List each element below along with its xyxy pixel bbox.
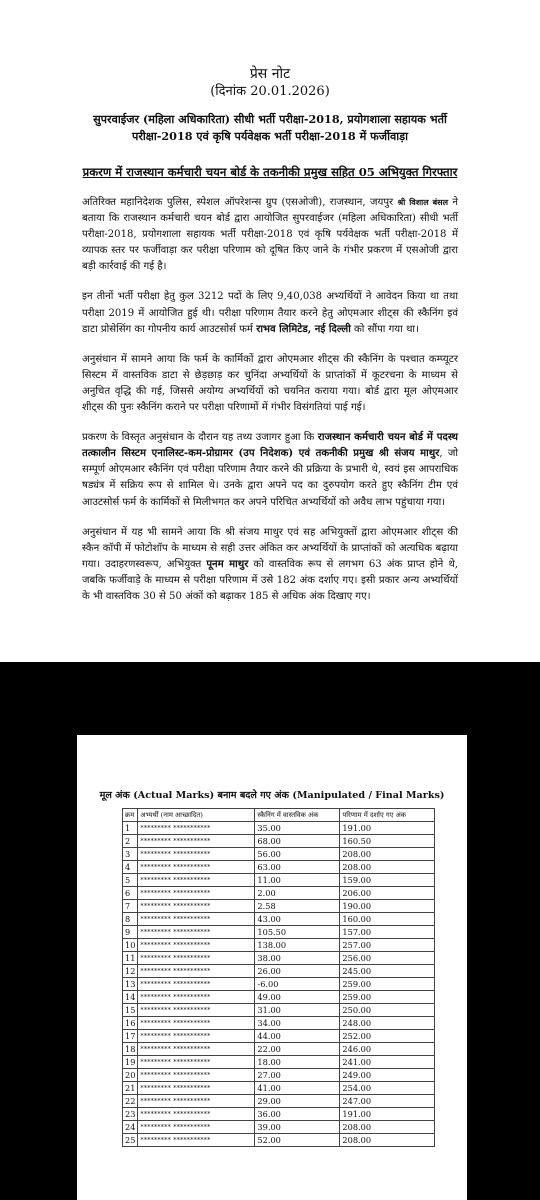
row-serial: 5 xyxy=(123,874,138,887)
row-final-marks: 247.00 xyxy=(340,1095,435,1108)
row-serial: 23 xyxy=(123,1108,138,1121)
row-actual-marks: 26.00 xyxy=(255,965,340,978)
row-actual-marks: 11.00 xyxy=(255,874,340,887)
row-actual-marks: 56.00 xyxy=(255,848,340,861)
row-final-marks: 245.00 xyxy=(340,965,435,978)
paragraph-4: प्रकरण के विस्तृत अनुसंधान के दौरान यह तथ्य उजागर हुआ कि राजस्थान कर्मचारी चयन बोर्ड में पदस्थ तत्कालीन सिस्टम एनालिस्ट-कम-प्रोग्रामर (उप निदेशक) एवं तकनीकी प्रमुख श्री संजय माथुर, जो सम्पूर्ण ओएमआर स्कैनिंग एवं परीक्षा परिणाम तैयार करने की प्रक्रिया के प्रभारी थे, स्वयं इस आपराधिक षड्यंत्र में सक्रिय रूप से शामिल थे। उनके द्वारा अपने पद का दुरुपयोग करते हुए स्कैनिंग टीम एवं आउटसोर्स फर्म के कार्मिकों से मिलीभगत कर अपने परिचित अभ्यर्थियों को अवैध लाभ पहुंचाया गया। xyxy=(82,432,459,508)
table-row xyxy=(123,1030,435,1043)
table-header-row xyxy=(123,809,435,822)
row-serial: 3 xyxy=(123,848,138,861)
row-candidate-masked: ********* *********** xyxy=(138,861,255,874)
table-row xyxy=(123,939,435,952)
row-final-marks: 157.00 xyxy=(340,926,435,939)
row-actual-marks: 36.00 xyxy=(255,1108,340,1121)
row-serial: 8 xyxy=(123,913,138,926)
row-serial: 6 xyxy=(123,887,138,900)
row-actual-marks: 138.00 xyxy=(255,939,340,952)
header-final-marks: परिणाम में दर्शाए गए अंक xyxy=(340,809,435,822)
table-row xyxy=(123,1134,435,1147)
table-row xyxy=(123,991,435,1004)
row-candidate-masked: ********* *********** xyxy=(138,822,255,835)
table-row xyxy=(123,835,435,848)
table-row xyxy=(123,1082,435,1095)
row-candidate-masked: ********* *********** xyxy=(138,835,255,848)
row-actual-marks: 31.00 xyxy=(255,1004,340,1017)
row-actual-marks: 41.00 xyxy=(255,1082,340,1095)
row-final-marks: 191.00 xyxy=(340,822,435,835)
table-row xyxy=(123,822,435,835)
table-row xyxy=(123,1121,435,1134)
row-serial: 22 xyxy=(123,1095,138,1108)
paragraph-3: अनुसंधान में सामने आया कि फर्म के कार्मिकों द्वारा ओएमआर शीट्स की स्कैनिंग के पश्चात कम्प्यूटर सिस्टम में वास्तविक डाटा से छेड़छाड़ कर चुनिंदा अभ्यर्थियों के प्राप्तांकों में कूटरचना के माध्यम से अनुचित वृद्धि की गई, जिससे अयोग्य अभ्यर्थियों को चयनित कराया गया। बोर्ड द्वारा मूल ओएमआर शीट्स की पुनः स्कैनिंग कराने पर परीक्षा परिणामों में गंभीर विसंगतियां पाई गई। xyxy=(82,353,458,414)
row-final-marks: 159.00 xyxy=(340,874,435,887)
row-serial: 19 xyxy=(123,1056,138,1069)
main-heading: सुपरवाईजर (महिला अधिकारिता) सीधी भर्ती परीक्षा-2018, प्रयोगशाला सहायक भर्ती परीक्षा-2018 एवं कृषि पर्यवेक्षक भर्ती परीक्षा-2018 में फर्जीवाड़ा xyxy=(93,112,447,143)
row-actual-marks: 105.50 xyxy=(255,926,340,939)
row-candidate-masked: ********* *********** xyxy=(138,1134,255,1147)
row-candidate-masked: ********* *********** xyxy=(138,887,255,900)
firm-name: राभव लिमिटेड, नई दिल्ली xyxy=(256,323,351,335)
row-actual-marks: 27.00 xyxy=(255,1069,340,1082)
row-actual-marks: 22.00 xyxy=(255,1043,340,1056)
accused-official: राजस्थान कर्मचारी चयन बोर्ड में पदस्थ तत्कालीन सिस्टम एनालिस्ट-कम-प्रोग्रामर (उप निदेशक) एवं तकनीकी प्रमुख श्री संजय माथुर xyxy=(82,432,459,460)
row-serial: 7 xyxy=(123,900,138,913)
row-candidate-masked: ********* *********** xyxy=(138,1017,255,1030)
row-serial: 4 xyxy=(123,861,138,874)
row-actual-marks: 63.00 xyxy=(255,861,340,874)
row-actual-marks: 29.00 xyxy=(255,1095,340,1108)
row-final-marks: 250.00 xyxy=(340,1004,435,1017)
paragraph-1: अतिरिक्त महानिदेशक पुलिस, स्पेशल ऑपरेशन्स ग्रुप (एसओजी), राजस्थान, जयपुर श्री विशाल बंसल ने बताया कि राजस्थान कर्मचारी चयन बोर्ड द्वारा आयोजित सुपरवाईजर (महिला अधिकारिता) सीधी भर्ती परीक्षा-2018, प्रयोगशाला सहायक भर्ती परीक्षा-2018 एवं कृषि पर्यवेक्षक भर्ती परीक्षा-2018 में व्यापक स्तर पर फर्जीवाड़ा कर परीक्षा परिणाम को दूषित किए जाने के गंभीर प्रकरण में एसओजी द्वारा बड़ी कार्रवाई की गई है। xyxy=(82,197,458,273)
row-final-marks: 252.00 xyxy=(340,1030,435,1043)
row-candidate-masked: ********* *********** xyxy=(138,1069,255,1082)
marks-table xyxy=(122,808,435,1147)
row-final-marks: 208.00 xyxy=(340,861,435,874)
row-actual-marks: 49.00 xyxy=(255,991,340,1004)
table-row xyxy=(123,861,435,874)
row-actual-marks: 35.00 xyxy=(255,822,340,835)
row-serial: 16 xyxy=(123,1017,138,1030)
row-serial: 15 xyxy=(123,1004,138,1017)
row-final-marks: 259.00 xyxy=(340,991,435,1004)
row-serial: 1 xyxy=(123,822,138,835)
table-row xyxy=(123,1056,435,1069)
table-row xyxy=(123,1069,435,1082)
row-actual-marks: 43.00 xyxy=(255,913,340,926)
row-actual-marks: 38.00 xyxy=(255,952,340,965)
row-actual-marks: 52.00 xyxy=(255,1134,340,1147)
row-final-marks: 257.00 xyxy=(340,939,435,952)
table-title: मूल अंक (Actual Marks) बनाम बदले गए अंक (Manipulated / Final Marks) xyxy=(99,790,445,801)
row-final-marks: 206.00 xyxy=(340,887,435,900)
accused-candidate: पूनम माथुर xyxy=(206,558,249,570)
row-final-marks: 248.00 xyxy=(340,1017,435,1030)
sub-heading: प्रकरण में राजस्थान कर्मचारी चयन बोर्ड के तकनीकी प्रमुख सहित 05 अभियुक्त गिरफ्तार xyxy=(82,165,458,179)
paragraph-2: इन तीनों भर्ती परीक्षा हेतु कुल 3212 पदों के लिए 9,40,038 अभ्यर्थियों ने आवेदन किया था तथा परीक्षा 2019 में आयोजित हुई थी। परीक्षा परिणाम तैयार करने हेतु ओएमआर शीट्स की स्कैनिंग इवं डाटा प्रोसेसिंग का गोपनीय कार्य आउटसोर्स फर्म राभव लिमिटेड, नई दिल्ली को सौंपा गया था। xyxy=(82,291,458,335)
table-row xyxy=(123,1004,435,1017)
paragraph-5: अनुसंधान में यह भी सामने आया कि श्री संजय माथुर एवं सह अभियुक्तों द्वारा ओएमआर शीट्स की स्कैन कॉपी में फोटोशॉप के माध्यम से सही उत्तर अंकित कर अभ्यर्थियों के प्राप्तांकों को अत्यधिक बढ़ाया गया। उदाहरणस्वरूप, अभियुक्त पूनम माथुर को वास्तविक रूप से लगभग 63 अंक प्राप्त होने थे, जबकि फर्जीवाड़े के माध्यम से परीक्षा परिणाम में उसे 182 अंक दर्शाए गए। इसी प्रकार अन्य अभ्यर्थियों के भी वास्तविक 30 से 50 अंकों को बढ़ाकर 185 से अधिक अंक दिखाए गए। xyxy=(82,526,458,602)
row-candidate-masked: ********* *********** xyxy=(138,978,255,991)
row-candidate-masked: ********* *********** xyxy=(138,939,255,952)
row-serial: 10 xyxy=(123,939,138,952)
row-actual-marks: 2.58 xyxy=(255,900,340,913)
row-final-marks: 249.00 xyxy=(340,1069,435,1082)
row-serial: 2 xyxy=(123,835,138,848)
row-serial: 17 xyxy=(123,1030,138,1043)
header-candidate: अभ्यर्थी (नाम आच्छादित) xyxy=(138,809,255,822)
header-serial: क्रम xyxy=(123,809,138,822)
row-serial: 9 xyxy=(123,926,138,939)
row-final-marks: 241.00 xyxy=(340,1056,435,1069)
row-serial: 21 xyxy=(123,1082,138,1095)
row-candidate-masked: ********* *********** xyxy=(138,926,255,939)
row-serial: 12 xyxy=(123,965,138,978)
table-row xyxy=(123,848,435,861)
row-candidate-masked: ********* *********** xyxy=(138,1108,255,1121)
row-candidate-masked: ********* *********** xyxy=(138,1121,255,1134)
row-actual-marks: 44.00 xyxy=(255,1030,340,1043)
table-row xyxy=(123,913,435,926)
row-actual-marks: 39.00 xyxy=(255,1121,340,1134)
table-row xyxy=(123,1095,435,1108)
table-row xyxy=(123,926,435,939)
row-final-marks: 190.00 xyxy=(340,900,435,913)
row-final-marks: 160.50 xyxy=(340,835,435,848)
table-row xyxy=(123,965,435,978)
row-actual-marks: 18.00 xyxy=(255,1056,340,1069)
officer-name: श्री विशाल बंसल xyxy=(397,197,449,207)
row-candidate-masked: ********* *********** xyxy=(138,1043,255,1056)
row-serial: 11 xyxy=(123,952,138,965)
row-candidate-masked: ********* *********** xyxy=(138,1082,255,1095)
marks-table-page xyxy=(77,735,467,1200)
table-row xyxy=(123,1043,435,1056)
header-actual-marks: स्कैनिंग में वास्तविक अंक xyxy=(255,809,340,822)
row-final-marks: 208.00 xyxy=(340,1134,435,1147)
table-row xyxy=(123,874,435,887)
row-candidate-masked: ********* *********** xyxy=(138,991,255,1004)
table-row xyxy=(123,1108,435,1121)
table-row xyxy=(123,952,435,965)
row-candidate-masked: ********* *********** xyxy=(138,1030,255,1043)
table-row xyxy=(123,887,435,900)
row-candidate-masked: ********* *********** xyxy=(138,874,255,887)
row-candidate-masked: ********* *********** xyxy=(138,952,255,965)
row-candidate-masked: ********* *********** xyxy=(138,913,255,926)
table-row xyxy=(123,978,435,991)
table-row xyxy=(123,1017,435,1030)
row-actual-marks: -6.00 xyxy=(255,978,340,991)
row-candidate-masked: ********* *********** xyxy=(138,1004,255,1017)
press-note-title: प्रेस नोट xyxy=(249,66,291,82)
row-serial: 24 xyxy=(123,1121,138,1134)
row-candidate-masked: ********* *********** xyxy=(138,848,255,861)
row-actual-marks: 34.00 xyxy=(255,1017,340,1030)
row-serial: 13 xyxy=(123,978,138,991)
row-actual-marks: 68.00 xyxy=(255,835,340,848)
row-final-marks: 160.00 xyxy=(340,913,435,926)
row-final-marks: 191.00 xyxy=(340,1108,435,1121)
row-final-marks: 208.00 xyxy=(340,1121,435,1134)
row-serial: 18 xyxy=(123,1043,138,1056)
row-candidate-masked: ********* *********** xyxy=(138,965,255,978)
row-final-marks: 256.00 xyxy=(340,952,435,965)
table-row xyxy=(123,900,435,913)
row-final-marks: 254.00 xyxy=(340,1082,435,1095)
table-body xyxy=(123,822,435,1147)
row-final-marks: 259.00 xyxy=(340,978,435,991)
row-candidate-masked: ********* *********** xyxy=(138,1056,255,1069)
row-serial: 20 xyxy=(123,1069,138,1082)
row-actual-marks: 2.00 xyxy=(255,887,340,900)
row-serial: 14 xyxy=(123,991,138,1004)
press-note-date: (दिनांक 20.01.2026) xyxy=(210,84,330,99)
row-final-marks: 246.00 xyxy=(340,1043,435,1056)
row-final-marks: 208.00 xyxy=(340,848,435,861)
row-serial: 25 xyxy=(123,1134,138,1147)
row-candidate-masked: ********* *********** xyxy=(138,1095,255,1108)
row-candidate-masked: ********* *********** xyxy=(138,900,255,913)
